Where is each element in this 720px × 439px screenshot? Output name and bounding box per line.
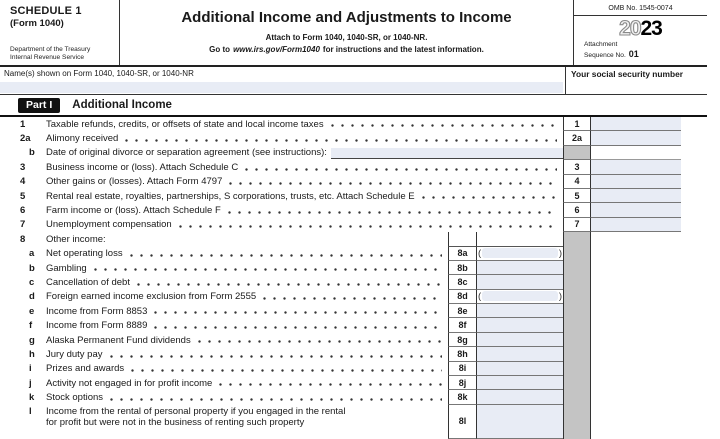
dotted-leader: [154, 311, 442, 314]
form-line-8g: [0, 333, 720, 347]
dotted-leader: [130, 254, 442, 257]
empty-sub-box: [448, 232, 477, 246]
line-box-label: 8f: [448, 318, 477, 332]
line-label: Stock options: [46, 392, 104, 404]
line-label: Income from Form 8853: [46, 305, 148, 317]
amount-field-8e[interactable]: [477, 304, 563, 318]
line-box-label: 8d: [448, 290, 477, 304]
dotted-leader: [179, 225, 557, 228]
line-label: Alaska Permanent Fund dividends: [46, 334, 191, 346]
line-label: Jury duty pay: [46, 348, 103, 360]
line-label: Business income or (loss). Attach Schedule C: [46, 161, 239, 173]
shaded-column: [563, 390, 591, 404]
form-line-6: [0, 203, 720, 217]
dotted-leader: [219, 383, 442, 386]
line-number: a: [29, 248, 35, 260]
line-number: b: [29, 262, 35, 274]
line-number: i: [29, 363, 32, 375]
line-box-label: 8a: [448, 247, 477, 261]
dotted-leader: [131, 369, 442, 372]
form-line-8: [0, 232, 720, 246]
line-number: 7: [20, 219, 26, 231]
omb-block: [573, 0, 707, 65]
amount-field-8c[interactable]: [477, 275, 563, 289]
attachment-sequence: Attachment Sequence No. 01: [584, 41, 639, 60]
amount-field-8f[interactable]: [477, 318, 563, 332]
spacer: [681, 131, 720, 145]
form-line-2b: [0, 146, 720, 160]
goto-instruction: Go to www.irs.gov/Form1040 for instructions and the latest information.: [209, 45, 484, 54]
line-box-label: 5: [563, 189, 591, 203]
form-line-8b: [0, 261, 720, 275]
name-label: Name(s) shown on Form 1040, 1040-SR, or 1040-NR: [4, 69, 194, 78]
line-box-label: 1: [563, 117, 591, 131]
attach-instruction: Attach to Form 1040, 1040-SR, or 1040-NR.: [265, 33, 428, 42]
line-label: Alimony received: [46, 133, 119, 145]
line-label: Gambling: [46, 262, 87, 274]
dotted-leader: [125, 139, 557, 142]
line-number: j: [29, 377, 32, 389]
shaded-column: [563, 405, 591, 439]
spacer: [591, 247, 720, 261]
line-box-label: 3: [563, 160, 591, 174]
amount-field-6[interactable]: [591, 203, 681, 217]
dotted-leader: [94, 268, 442, 271]
empty-sub-cell: [477, 232, 563, 246]
part1-header: [0, 95, 707, 117]
line-number: 4: [20, 176, 26, 188]
unused-amount-cell: [591, 146, 681, 160]
spacer: [681, 117, 720, 131]
amount-field-8g[interactable]: [477, 333, 563, 347]
form-line-8c: [0, 275, 720, 289]
line-number: c: [29, 276, 35, 288]
line-label: Foreign earned income exclusion from Form 2555: [46, 291, 257, 303]
close-paren: ): [558, 290, 562, 302]
amount-field-7[interactable]: [591, 218, 681, 232]
form-line-3: [0, 160, 720, 174]
amount-field-4[interactable]: [591, 175, 681, 189]
shaded-column: [563, 318, 591, 332]
line-number: 8: [20, 233, 26, 245]
line-label: Prizes and awards: [46, 363, 125, 375]
spacer: [591, 390, 720, 404]
form-line-8i: [0, 362, 720, 376]
line-box-label: 8b: [448, 261, 477, 275]
form-title: Additional Income and Adjustments to Income: [181, 9, 512, 26]
form-line-8h: [0, 347, 720, 361]
amount-field-8l[interactable]: [477, 405, 563, 439]
department-label: Department of the Treasury Internal Revenue Service: [10, 45, 91, 61]
dotted-leader: [137, 283, 442, 286]
dotted-leader: [110, 398, 442, 401]
form-line-8l: [0, 405, 720, 439]
shaded-column: [563, 362, 591, 376]
form-line-1: [0, 117, 720, 131]
divorce-date-input[interactable]: [331, 148, 563, 159]
line-number: 1: [20, 118, 26, 130]
line-box-label: 7: [563, 218, 591, 232]
dotted-leader: [198, 340, 442, 343]
spacer: [591, 405, 720, 439]
open-paren: (: [478, 290, 482, 302]
line-label: Other gains or (losses). Attach Form 4797: [46, 176, 223, 188]
line-box-label: 8l: [448, 405, 477, 439]
form-title-block: [120, 0, 573, 65]
line-box-label: 8e: [448, 304, 477, 318]
amount-field-8j[interactable]: [477, 376, 563, 390]
form-line-5: [0, 189, 720, 203]
line-label: Income from the rental of personal property if you engaged in the rental for profit but were not in the business of renting such property: [46, 405, 346, 429]
line-number: d: [29, 291, 35, 303]
spacer: [591, 275, 720, 289]
line-label: Taxable refunds, credits, or offsets of state and local income taxes: [46, 118, 324, 130]
close-paren: ): [558, 247, 562, 259]
form-line-8f: [0, 318, 720, 332]
dotted-leader: [263, 297, 442, 300]
spacer: [681, 146, 720, 160]
dotted-leader: [245, 168, 557, 171]
spacer: [591, 318, 720, 332]
spacer: [591, 347, 720, 361]
line-number: l: [29, 405, 32, 417]
line-number: k: [29, 392, 35, 404]
line-box-label: 8k: [448, 390, 477, 404]
shaded-column: [563, 261, 591, 275]
shaded-column: [563, 347, 591, 361]
schedule-label: SCHEDULE 1: [10, 5, 82, 17]
line-box-label: 8j: [448, 376, 477, 390]
amount-field-8k[interactable]: [477, 390, 563, 404]
line-number: 6: [20, 205, 26, 217]
line-number: e: [29, 305, 35, 317]
amount-field-5[interactable]: [591, 189, 681, 203]
line-number: 3: [20, 161, 26, 173]
line-label: Unemployment compensation: [46, 219, 172, 231]
amount-field-8i[interactable]: [477, 362, 563, 376]
spacer: [681, 175, 720, 189]
irs-url: www.irs.gov/Form1040: [233, 45, 320, 54]
shaded-column: [563, 275, 591, 289]
spacer: [591, 333, 720, 347]
line-label: Activity not engaged in for profit income: [46, 377, 213, 389]
spacer: [681, 218, 720, 232]
name-cell: [0, 67, 565, 94]
amount-field-8b[interactable]: [477, 261, 563, 275]
line-label: Income from Form 8889: [46, 320, 148, 332]
line-box-label: 8h: [448, 347, 477, 361]
form-number-label: (Form 1040): [10, 18, 64, 29]
name-ssn-row: [0, 67, 707, 95]
ssn-input[interactable]: [565, 67, 707, 94]
amount-field-1[interactable]: [591, 117, 681, 131]
form-line-8j: [0, 376, 720, 390]
form-line-4: [0, 175, 720, 189]
amount-field-2a[interactable]: [591, 131, 681, 145]
spacer: [681, 203, 720, 217]
open-paren: (: [478, 247, 482, 259]
part1-title: Additional Income: [72, 99, 172, 111]
line-number: 5: [20, 190, 26, 202]
spacer: [591, 362, 720, 376]
shaded-column: [563, 290, 591, 304]
line-number: b: [29, 147, 35, 159]
spacer: [591, 290, 720, 304]
amount-field-8a[interactable]: [482, 248, 558, 258]
amount-field-3[interactable]: [591, 160, 681, 174]
spacer: [591, 232, 720, 246]
form-id-block: [0, 0, 120, 65]
amount-cell-8d: [477, 290, 563, 304]
spacer: [681, 189, 720, 203]
spacer: [591, 304, 720, 318]
form-header: [0, 0, 707, 67]
dotted-leader: [228, 211, 557, 214]
line-label: Rental real estate, royalties, partnerships, S corporations, trusts, etc. Attach Schedule E: [46, 190, 415, 202]
dotted-leader: [229, 182, 557, 185]
shaded-column: [563, 232, 591, 246]
part1-badge: Part I: [18, 98, 60, 113]
shaded-column: [563, 304, 591, 318]
spacer: [591, 376, 720, 390]
form-line-7: [0, 218, 720, 232]
line-box-label: 8c: [448, 275, 477, 289]
line-box-label: 2a: [563, 131, 591, 145]
omb-number: OMB No. 1545-0074: [574, 0, 707, 16]
line-label: Farm income or (loss). Attach Schedule F: [46, 205, 221, 217]
spacer: [591, 261, 720, 275]
dotted-leader: [331, 124, 557, 127]
amount-field-8d[interactable]: [482, 291, 558, 301]
amount-cell-8a: [477, 247, 563, 261]
form-line-8d: [0, 290, 720, 304]
dotted-leader: [110, 355, 443, 358]
form-line-8k: [0, 390, 720, 404]
line-label: Net operating loss: [46, 248, 123, 260]
line-box-label: 8i: [448, 362, 477, 376]
line-box-label: 4: [563, 175, 591, 189]
spacer: [106, 232, 448, 246]
line-box-label: 8g: [448, 333, 477, 347]
line-number: h: [29, 348, 35, 360]
line-label: Other income:: [46, 233, 106, 245]
tax-year: 2023: [619, 17, 662, 40]
line-number: f: [29, 320, 33, 332]
amount-field-8h[interactable]: [477, 347, 563, 361]
form-line-8a: [0, 247, 720, 261]
form-line-8e: [0, 304, 720, 318]
spacer: [681, 160, 720, 174]
dotted-leader: [154, 326, 442, 329]
shaded-column: [563, 333, 591, 347]
ssn-label: Your social security number: [571, 69, 684, 79]
line-number: 2a: [20, 133, 31, 145]
name-input[interactable]: [0, 82, 563, 93]
line-label: Cancellation of debt: [46, 276, 130, 288]
form-line-2a: [0, 131, 720, 145]
line-number: g: [29, 334, 35, 346]
dotted-leader: [422, 196, 557, 199]
shaded-column: [563, 247, 591, 261]
line-label: Date of original divorce or separation agreement (see instructions):: [46, 147, 327, 159]
shaded-column: [563, 376, 591, 390]
line-box-label: 6: [563, 203, 591, 217]
shaded-box: [563, 146, 591, 160]
